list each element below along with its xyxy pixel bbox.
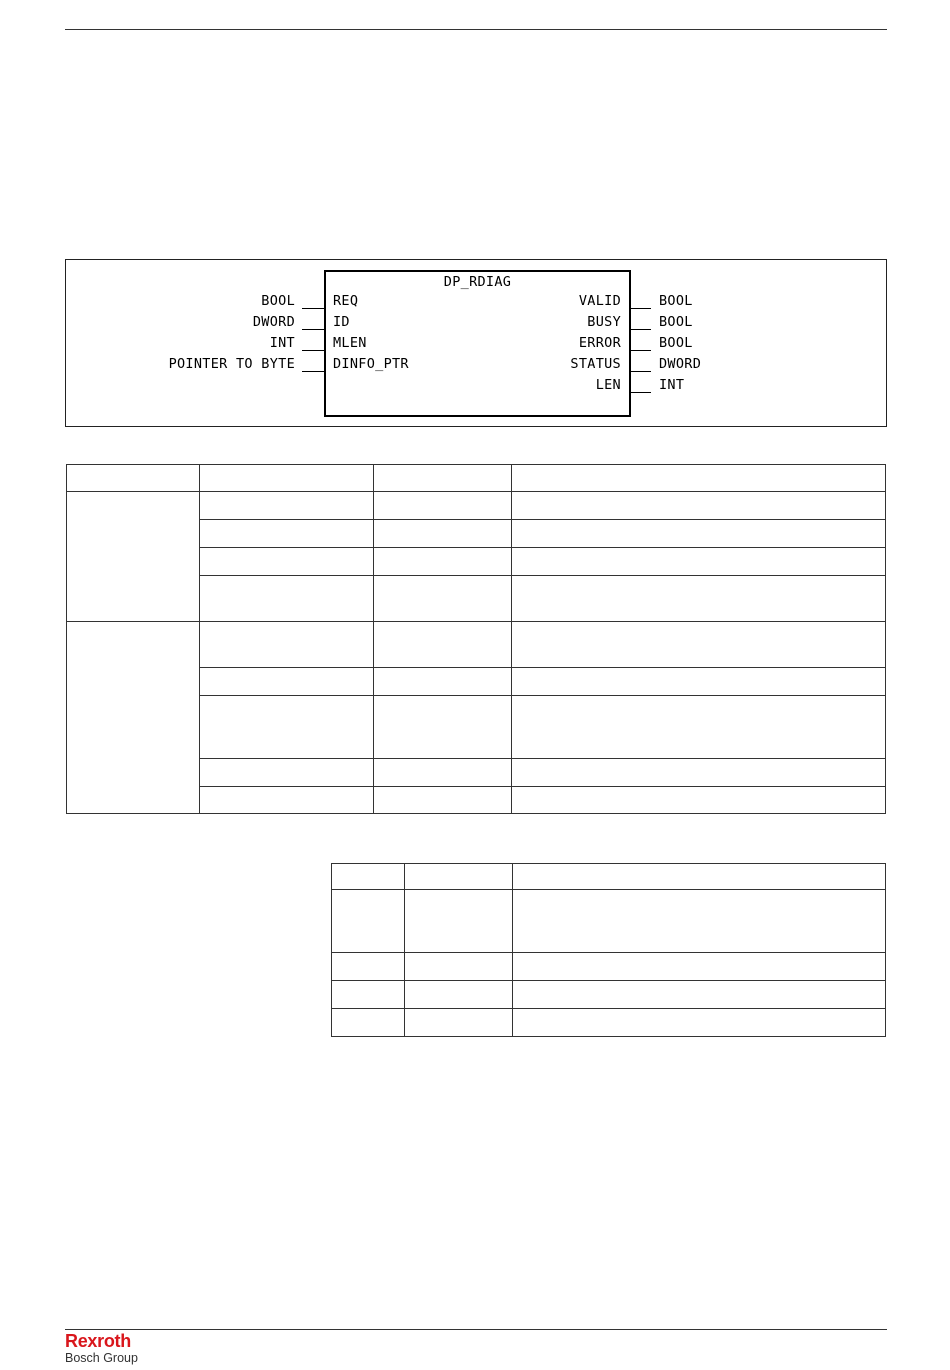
table-cell	[332, 1009, 405, 1037]
table-header-cell	[405, 864, 513, 890]
table-cell	[512, 622, 886, 668]
input-type: INT	[269, 335, 295, 351]
table-header-cell	[374, 465, 512, 492]
output-type: BOOL	[659, 335, 693, 351]
table-cell	[200, 576, 374, 622]
output-connector	[629, 350, 651, 351]
status-table	[331, 863, 886, 1037]
table-row	[67, 622, 886, 668]
table-cell	[512, 520, 886, 548]
input-type: POINTER TO BYTE	[168, 356, 295, 372]
table-cell	[512, 548, 886, 576]
table-row	[67, 492, 886, 520]
table-header-row	[67, 465, 886, 492]
table-cell	[513, 890, 886, 953]
table-cell	[405, 953, 513, 981]
table-cell	[405, 981, 513, 1009]
rexroth-logo	[65, 1331, 138, 1365]
table-cell	[374, 492, 512, 520]
table-row	[332, 1009, 886, 1037]
input-connector	[302, 308, 324, 309]
table-cell	[512, 668, 886, 696]
table-header-cell	[67, 465, 200, 492]
output-type: INT	[659, 377, 685, 393]
input-pin: DINFO_PTR	[333, 356, 409, 372]
function-block-name: DP_RDIAG	[443, 274, 512, 290]
output-connector	[629, 371, 651, 372]
table-cell	[200, 492, 374, 520]
output-type: DWORD	[659, 356, 702, 372]
table-cell	[405, 1009, 513, 1037]
input-connector	[302, 329, 324, 330]
table-cell	[374, 548, 512, 576]
table-cell	[374, 759, 512, 787]
table-cell	[512, 576, 886, 622]
input-pin: ID	[333, 314, 350, 330]
table-cell	[513, 1009, 886, 1037]
table-cell	[374, 787, 512, 814]
output-type: BOOL	[659, 293, 693, 309]
table-group-cell	[67, 622, 200, 814]
table-cell	[332, 890, 405, 953]
table-row	[332, 890, 886, 953]
output-pin: ERROR	[578, 335, 621, 351]
table-cell	[513, 953, 886, 981]
table-cell	[200, 668, 374, 696]
header-rule	[65, 29, 887, 30]
output-connector	[629, 329, 651, 330]
output-pin: VALID	[578, 293, 621, 309]
input-connector	[302, 350, 324, 351]
table-cell	[512, 787, 886, 814]
table-header-cell	[513, 864, 886, 890]
output-pin: BUSY	[587, 314, 621, 330]
table-cell	[512, 696, 886, 759]
table-cell	[200, 759, 374, 787]
table-header-cell	[332, 864, 405, 890]
table-cell	[512, 492, 886, 520]
table-cell	[374, 696, 512, 759]
table-cell	[200, 622, 374, 668]
output-connector	[629, 392, 651, 393]
table-header-cell	[200, 465, 374, 492]
table-cell	[200, 696, 374, 759]
input-type: BOOL	[261, 293, 295, 309]
input-type: DWORD	[252, 314, 295, 330]
table-cell	[200, 787, 374, 814]
input-pin: MLEN	[333, 335, 367, 351]
output-type: BOOL	[659, 314, 693, 330]
table-cell	[374, 576, 512, 622]
table-header-row	[332, 864, 886, 890]
logo-brand: Rexroth	[65, 1331, 131, 1351]
table-cell	[374, 520, 512, 548]
input-pin: REQ	[333, 293, 359, 309]
output-pin: LEN	[595, 377, 621, 393]
table-header-cell	[512, 465, 886, 492]
table-row	[332, 981, 886, 1009]
input-connector	[302, 371, 324, 372]
table-cell	[200, 520, 374, 548]
table-cell	[512, 759, 886, 787]
table-cell	[513, 981, 886, 1009]
table-cell	[374, 622, 512, 668]
table-cell	[200, 548, 374, 576]
table-cell	[374, 668, 512, 696]
output-pin: STATUS	[570, 356, 621, 372]
table-group-cell	[67, 492, 200, 622]
table-row	[332, 953, 886, 981]
logo-group: Bosch Group	[65, 1351, 138, 1365]
footer-rule	[65, 1329, 887, 1330]
table-cell	[405, 890, 513, 953]
output-connector	[629, 308, 651, 309]
table-cell	[332, 981, 405, 1009]
parameter-table	[66, 464, 886, 814]
table-cell	[332, 953, 405, 981]
